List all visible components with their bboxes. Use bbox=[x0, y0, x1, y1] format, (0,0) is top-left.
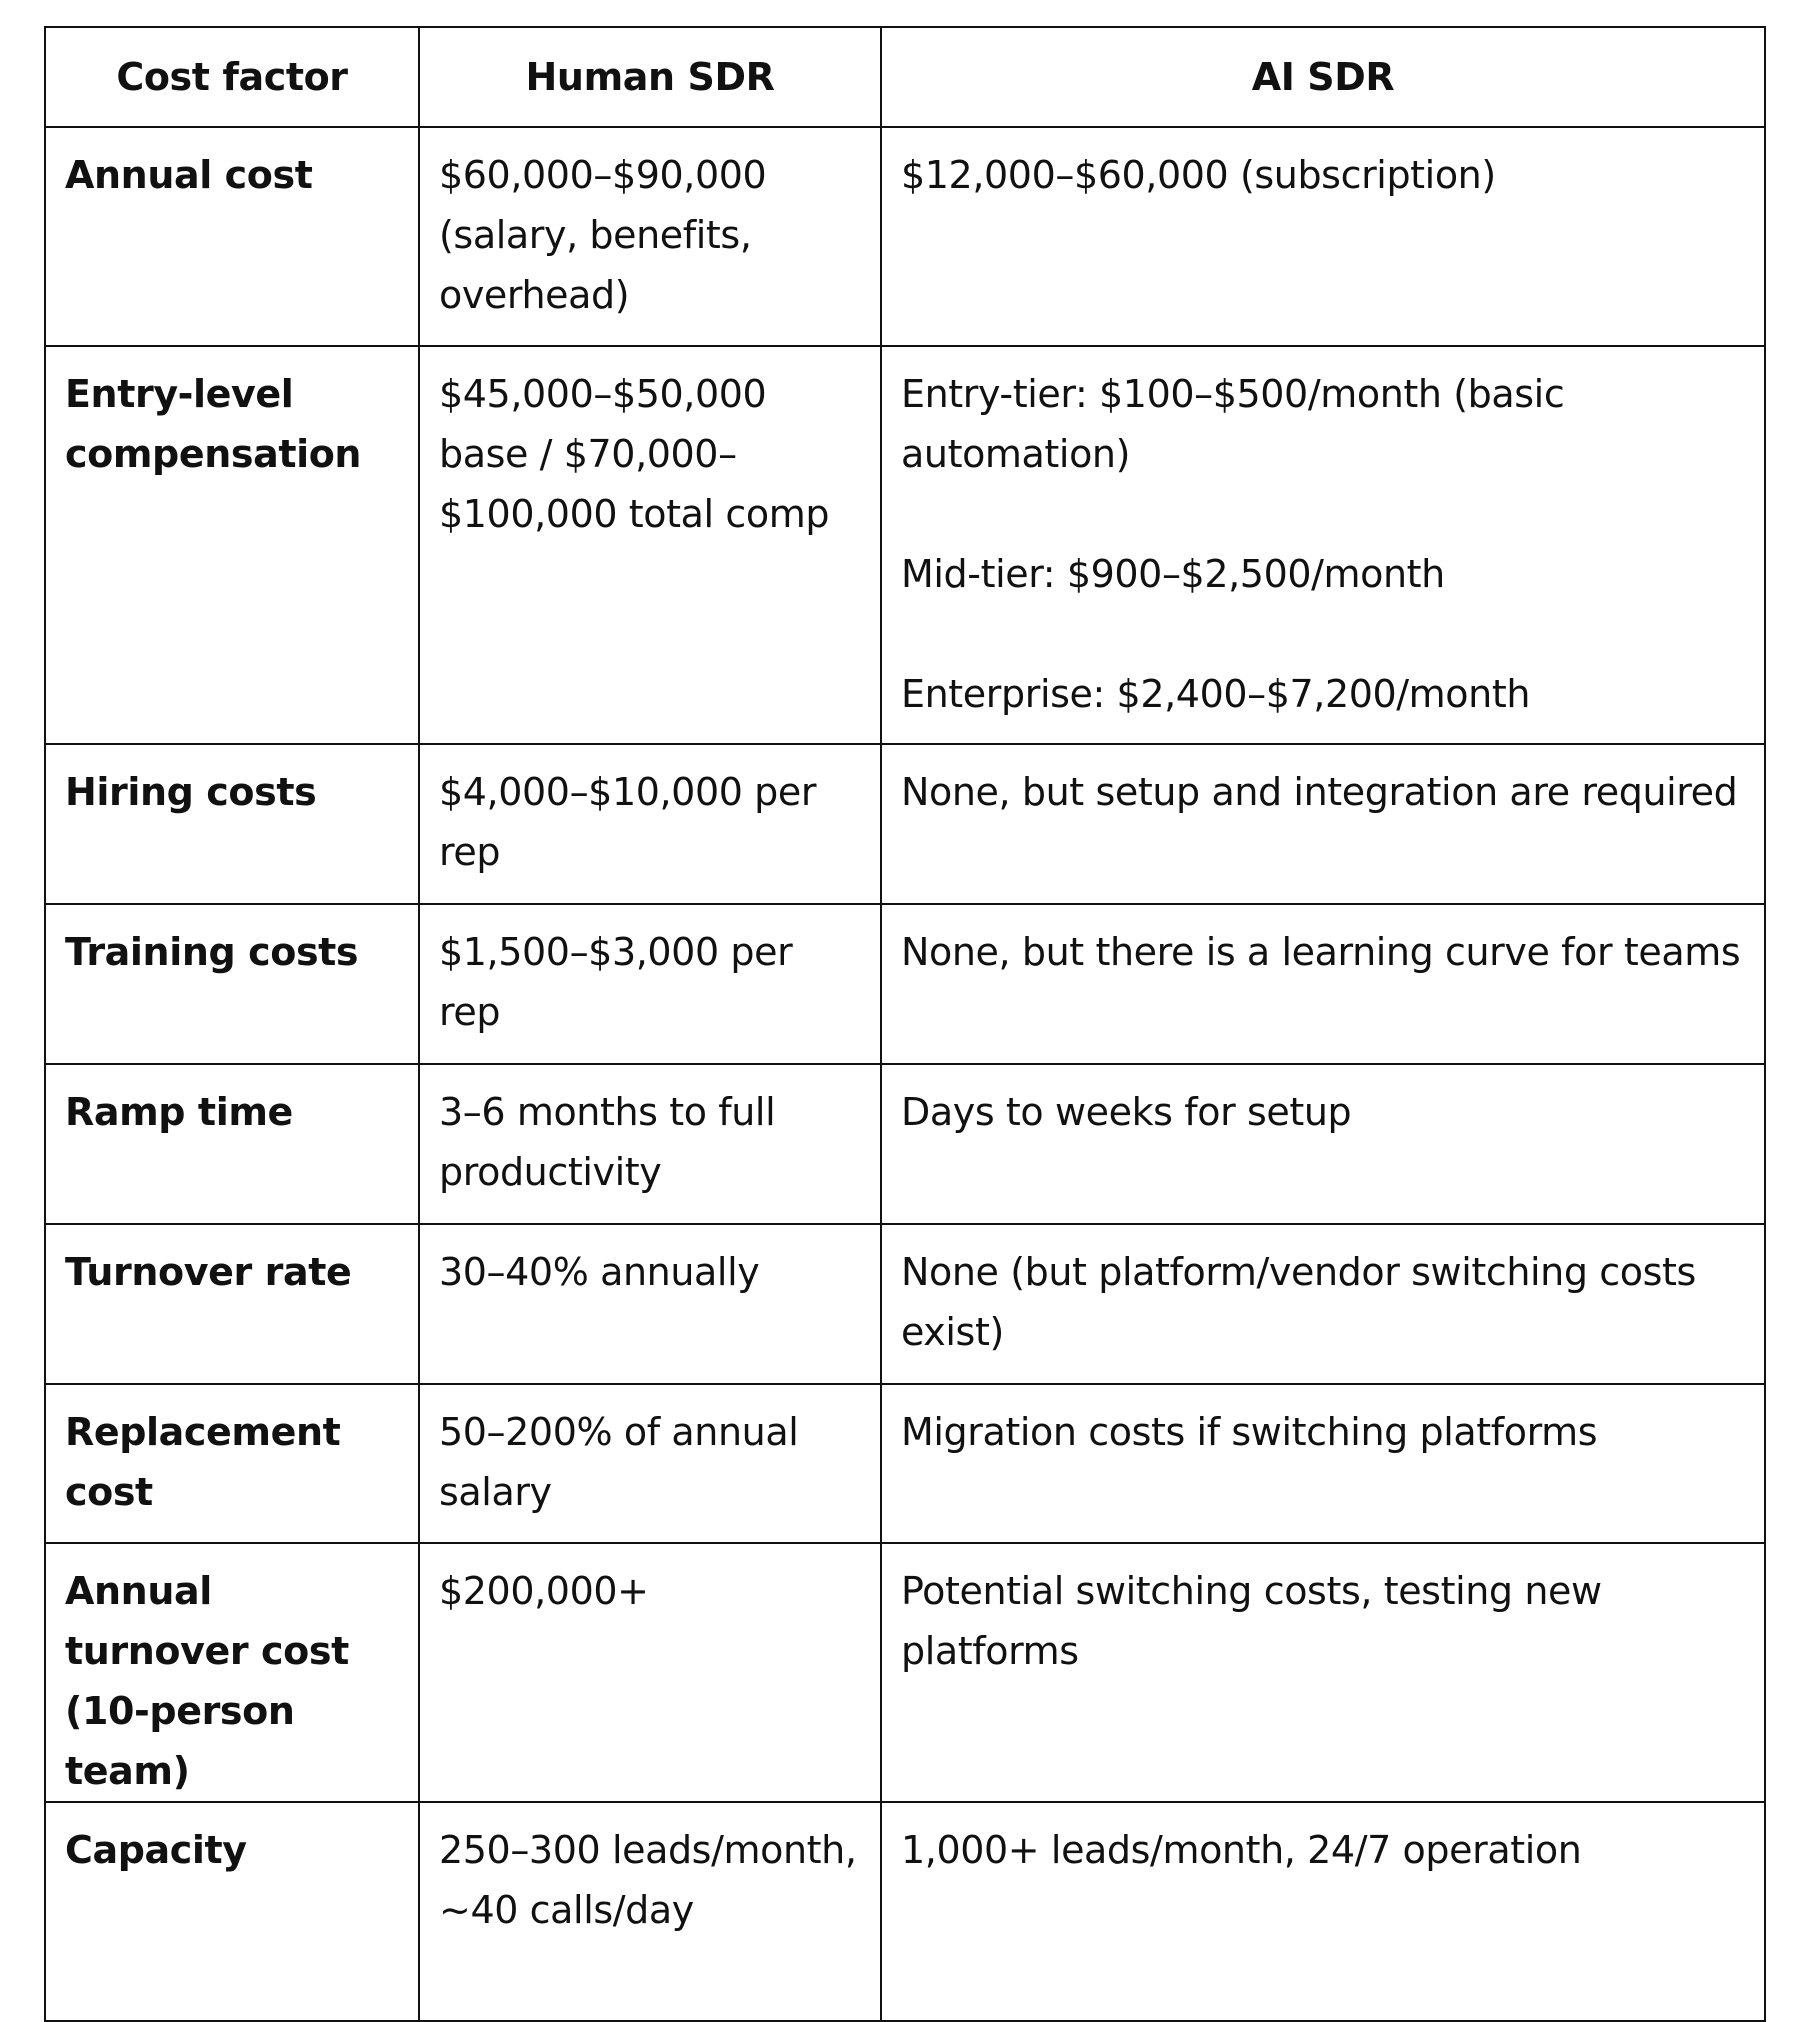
cell-text: 50–200% of annual salary bbox=[439, 1410, 799, 1514]
human-sdr-cell bbox=[419, 1224, 881, 1384]
table-row bbox=[45, 127, 1765, 346]
ai-sdr-cell bbox=[881, 127, 1765, 346]
table-row bbox=[45, 346, 1765, 744]
cell-text: None, but setup and integration are required bbox=[901, 770, 1738, 814]
header-row bbox=[45, 27, 1765, 127]
cell-text: Migration costs if switching platforms bbox=[901, 1410, 1598, 1454]
table-row bbox=[45, 1802, 1765, 2021]
table-row bbox=[45, 904, 1765, 1064]
cell-text: $4,000–$10,000 per rep bbox=[439, 770, 817, 874]
cell-text: $1,500–$3,000 per rep bbox=[439, 930, 793, 1034]
human-sdr-cell bbox=[419, 1384, 881, 1543]
table-row bbox=[45, 744, 1765, 904]
cell-text: Entry-tier: $100–$500/month (basic automation) bbox=[901, 372, 1565, 476]
human-sdr-cell bbox=[419, 127, 881, 346]
cost-factor-cell: Turnover rate bbox=[45, 1224, 419, 1384]
cell-text: Enterprise: $2,400–$7,200/month bbox=[901, 672, 1531, 716]
table-row bbox=[45, 1384, 1765, 1543]
cell-text: $12,000–$60,000 (subscription) bbox=[901, 153, 1496, 197]
ai-sdr-cell bbox=[881, 1802, 1765, 2021]
cell-text: None (but platform/vendor switching costs exist) bbox=[901, 1250, 1696, 1354]
cell-text: 3–6 months to full productivity bbox=[439, 1090, 776, 1194]
header-human-sdr: Human SDR bbox=[419, 27, 881, 127]
cost-comparison-table-container bbox=[44, 26, 1766, 2022]
cost-factor-cell: Replacement cost bbox=[45, 1384, 419, 1543]
cell-text: 30–40% annually bbox=[439, 1250, 760, 1294]
cost-comparison-table bbox=[44, 26, 1766, 2022]
cell-text: Days to weeks for setup bbox=[901, 1090, 1352, 1134]
cell-text: 1,000+ leads/month, 24/7 operation bbox=[901, 1828, 1582, 1872]
cost-factor-cell: Capacity bbox=[45, 1802, 419, 2021]
ai-sdr-cell bbox=[881, 1064, 1765, 1224]
ai-sdr-cell bbox=[881, 904, 1765, 1064]
cost-factor-cell: Ramp time bbox=[45, 1064, 419, 1224]
cell-text: 250–300 leads/month, ~40 calls/day bbox=[439, 1828, 857, 1932]
cost-factor-cell: Hiring costs bbox=[45, 744, 419, 904]
ai-sdr-cell bbox=[881, 1384, 1765, 1543]
header-ai-sdr: AI SDR bbox=[881, 27, 1765, 127]
human-sdr-cell bbox=[419, 904, 881, 1064]
cell-text: Potential switching costs, testing new platforms bbox=[901, 1569, 1602, 1673]
cost-factor-cell: Training costs bbox=[45, 904, 419, 1064]
cell-text: $45,000–$50,000 base / $70,000–$100,000 total comp bbox=[439, 372, 830, 536]
header-cost-factor: Cost factor bbox=[45, 27, 419, 127]
human-sdr-cell bbox=[419, 346, 881, 744]
human-sdr-cell bbox=[419, 1543, 881, 1802]
cell-text: $200,000+ bbox=[439, 1569, 649, 1613]
cost-factor-cell: Annual turnover cost (10-person team) bbox=[45, 1543, 419, 1802]
cell-text: Mid-tier: $900–$2,500/month bbox=[901, 552, 1445, 596]
cell-text: $60,000–$90,000 (salary, benefits, overhead) bbox=[439, 153, 767, 317]
table-row bbox=[45, 1224, 1765, 1384]
human-sdr-cell bbox=[419, 1802, 881, 2021]
cost-factor-cell: Annual cost bbox=[45, 127, 419, 346]
human-sdr-cell bbox=[419, 744, 881, 904]
cell-text: None, but there is a learning curve for teams bbox=[901, 930, 1741, 974]
table-row bbox=[45, 1064, 1765, 1224]
ai-sdr-cell bbox=[881, 1224, 1765, 1384]
cost-factor-cell: Entry-level compensation bbox=[45, 346, 419, 744]
ai-sdr-cell bbox=[881, 744, 1765, 904]
ai-sdr-cell bbox=[881, 346, 1765, 744]
ai-sdr-cell bbox=[881, 1543, 1765, 1802]
human-sdr-cell bbox=[419, 1064, 881, 1224]
table-row bbox=[45, 1543, 1765, 1802]
